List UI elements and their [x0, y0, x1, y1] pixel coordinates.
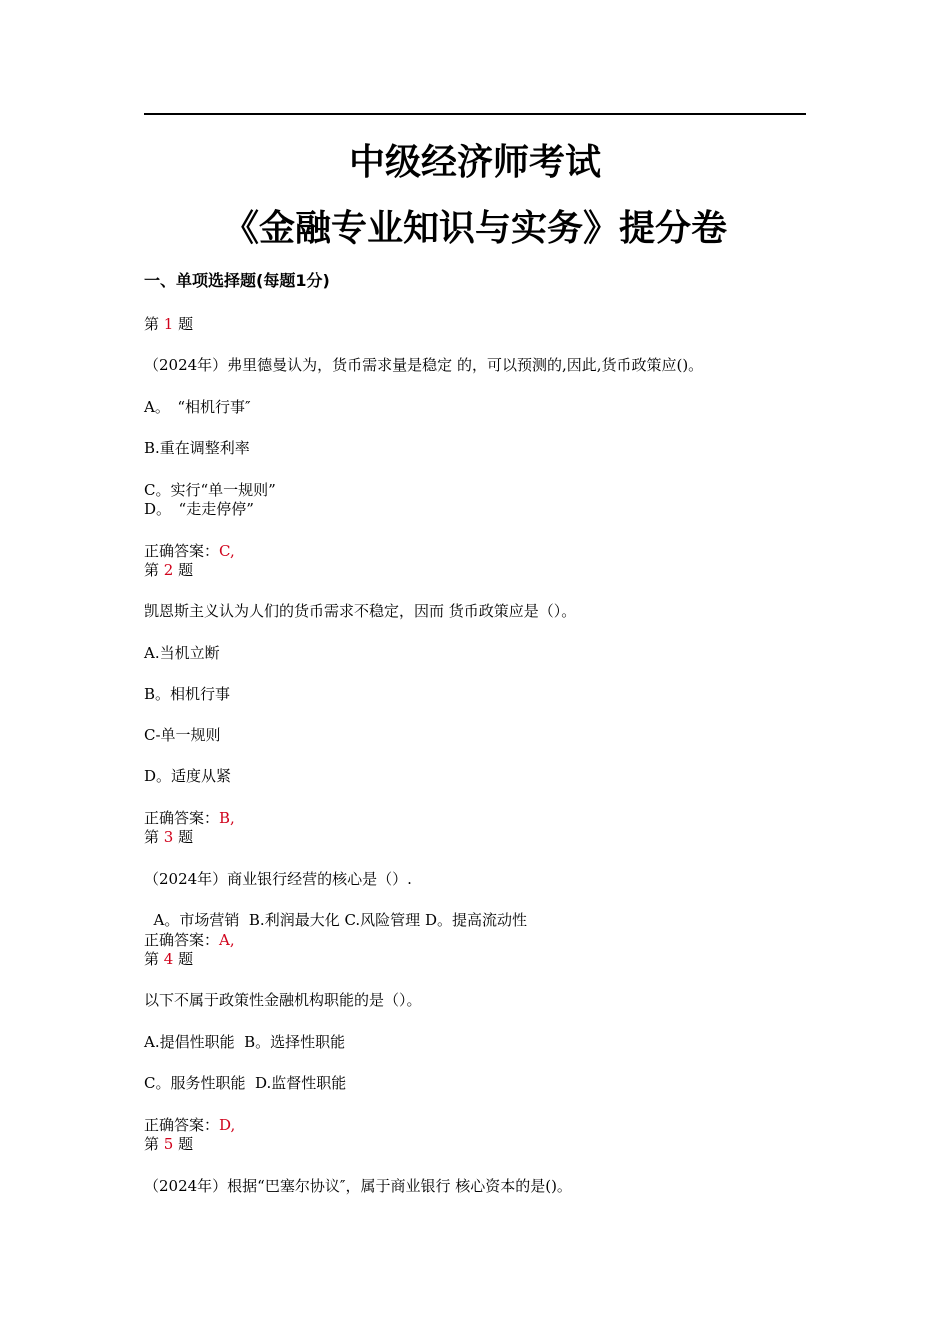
question-text: 以下不属于政策性金融机构职能的是（）。 — [144, 991, 422, 1009]
question-text: （2024年）根据“巴塞尔协议″，属于商业银行 核心资本的是()。 — [144, 1177, 572, 1195]
option: D。 “走走停停” — [144, 500, 254, 518]
question-number: 第 1 题 — [144, 315, 194, 333]
question-number: 第 3 题 — [144, 828, 194, 846]
top-rule — [144, 113, 806, 115]
option: B.重在调整利率 — [144, 439, 250, 457]
option: A。市场营销 B.利润最大化 C.风险管理 D。提高流动性 — [144, 911, 527, 929]
question-text: 凯恩斯主义认为人们的货币需求不稳定，因而 货币政策应是（）。 — [144, 602, 577, 620]
question-text: （2024年）商业银行经营的核心是（）. — [144, 870, 412, 888]
question-number: 第 4 题 — [144, 950, 194, 968]
option: A.当机立断 — [144, 644, 220, 662]
option: B。相机行事 — [144, 685, 231, 703]
section-heading: 一、单项选择题(每题1分) — [144, 271, 330, 290]
question-text: （2024年）弗里德曼认为，货币需求量是稳定 的，可以预测的,因此,货币政策应()。 — [144, 356, 704, 374]
option: C-单一规则 — [144, 726, 221, 744]
question-number: 第 2 题 — [144, 561, 194, 579]
answer: 正确答案：D, — [144, 1116, 236, 1134]
option: A.提倡性职能 B。选择性职能 — [144, 1033, 346, 1051]
option: C。实行“单一规则” — [144, 481, 276, 499]
exam-title: 中级经济师考试 — [348, 142, 601, 183]
exam-subtitle: 《金融专业知识与实务》提分卷 — [222, 208, 727, 249]
answer: 正确答案：A, — [144, 931, 235, 949]
option: D。适度从紧 — [144, 767, 232, 785]
answer: 正确答案：B, — [144, 809, 235, 827]
question-number: 第 5 题 — [144, 1135, 194, 1153]
option: A。 “相机行事″ — [144, 398, 251, 416]
answer: 正确答案：C, — [144, 542, 235, 560]
option: C。服务性职能 D.监督性职能 — [144, 1074, 347, 1092]
